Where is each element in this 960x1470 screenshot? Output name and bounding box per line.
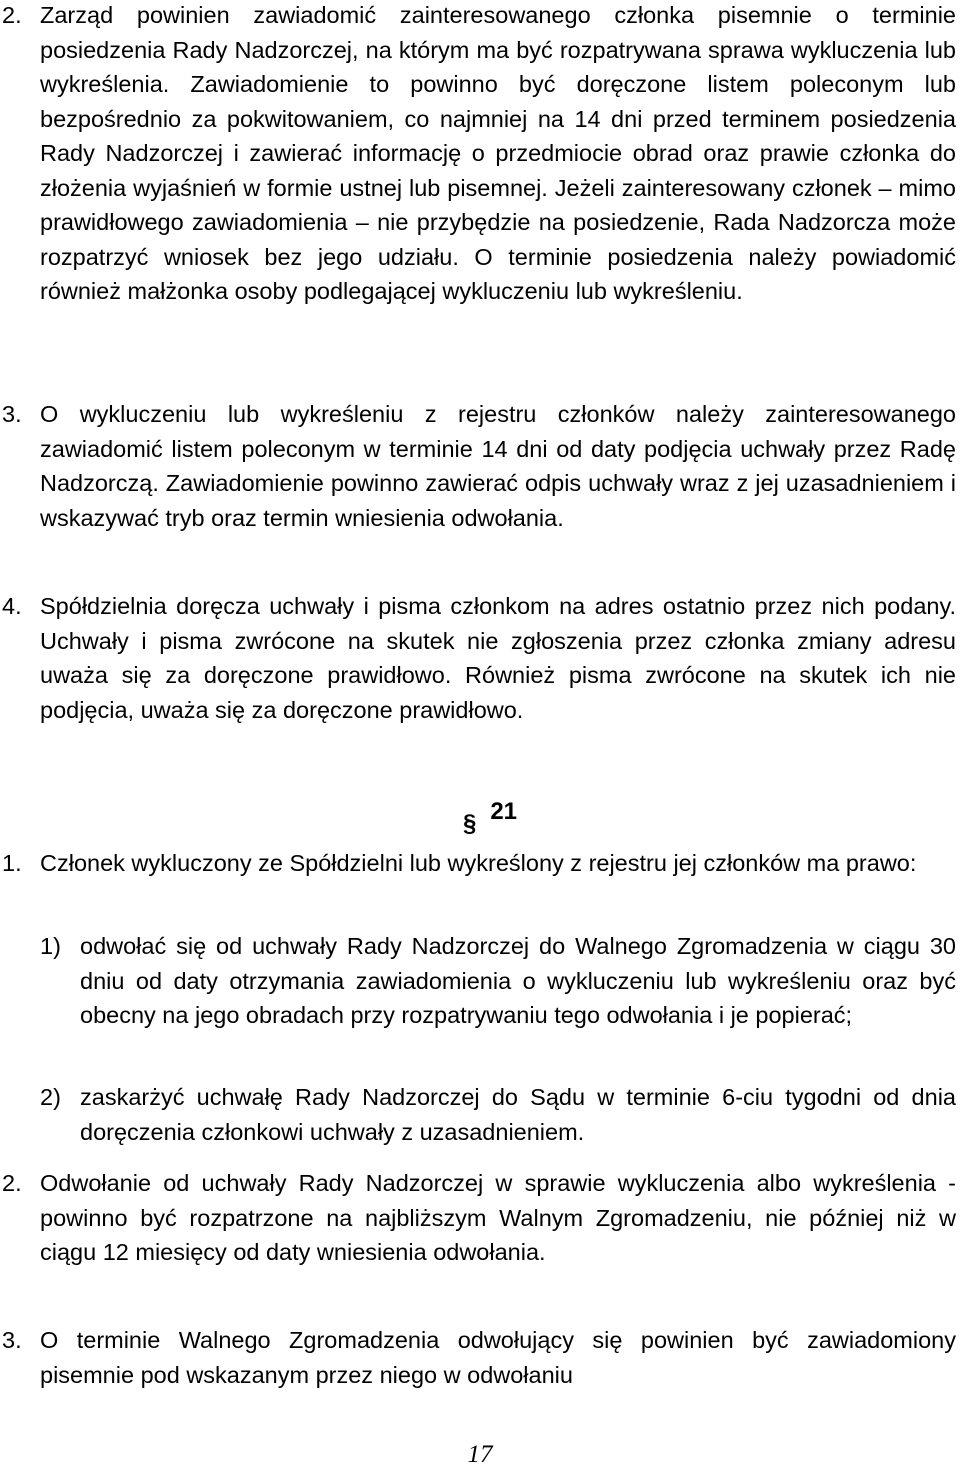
- subitem-text: odwołać się od uchwały Rady Nadzorczej do Walnego Zgromadzenia w ciągu 30 dniu od daty otrzymania zawiadomienia o wykluczeniu lub wykreśleniu oraz być obecny na jego obradach przy rozpatrywaniu tego odwołania i je popierać;: [80, 933, 956, 1028]
- item-number: 2.: [2, 1170, 22, 1196]
- list-item: [0, 397, 956, 535]
- sub-list-item: [0, 1080, 956, 1149]
- item-text: O wykluczeniu lub wykreśleniu z rejestru członków należy zainteresowanego zawiadomić listem poleconym w terminie 14 dni od daty podjęcia uchwały przez Radę Nadzorczą. Zawiadomienie powinno zawierać odpis uchwały wraz z jej uzasadnieniem i wskazywać tryb oraz termin wniesienia odwołania.: [40, 401, 956, 531]
- item-text: Zarząd powinien zawiadomić zainteresowanego członka pisemnie o terminie posiedzenia Rady Nadzorczej, na którym ma być rozpatrywana sprawa wykluczenia lub wykreślenia. Zawiadomienie to powinno być doręczone listem poleconym lub bezpośrednio za pokwitowaniem, co najmniej na 14 dni przed terminem posiedzenia Rady Nadzorczej i zawierać informację o przedmiocie obrad oraz prawie członka do złożenia wyjaśnień w formie ustnej lub pisemnej. Jeżeli zainteresowany członek – mimo prawidłowego zawiadomienia – nie przybędzie na posiedzenie, Rada Nadzorcza może rozpatrzyć wniosek bez jego udziału. O terminie posiedzenia należy powiadomić również małżonka osoby podlegającej wykluczeniu lub wykreśleniu.: [40, 2, 956, 304]
- subitem-number: 1): [40, 933, 61, 959]
- item-number: 4.: [2, 593, 22, 619]
- paragraph-sign: §: [462, 810, 477, 837]
- item-text: O terminie Walnego Zgromadzenia odwołujący się powinien być zawiadomiony pisemnie pod wskazanym przez niego w odwołaniu: [40, 1327, 956, 1388]
- subitem-number: 2): [40, 1084, 61, 1110]
- item-text: Członek wykluczony ze Spółdzielni lub wykreślony z rejestru jej członków ma prawo:: [40, 850, 917, 876]
- subitem-text: zaskarżyć uchwałę Rady Nadzorczej do Sądu w terminie 6-ciu tygodni od dnia doręczenia członkowi uchwały z uzasadnieniem.: [80, 1084, 956, 1145]
- list-item: [0, 846, 956, 881]
- list-item: [0, 1323, 956, 1392]
- page-number: 17: [467, 1441, 493, 1468]
- item-number: 2.: [2, 2, 22, 28]
- item-text: Odwołanie od uchwały Rady Nadzorczej w sprawie wykluczenia albo wykreślenia - powinno być rozpatrzone na najbliższym Walnym Zgromadzeniu, nie później niż w ciągu 12 miesięcy od daty wniesienia odwołania.: [40, 1170, 956, 1265]
- item-text: Spółdzielnia doręcza uchwały i pisma członkom na adres ostatnio przez nich podany. Uchwały i pisma zwrócone na skutek nie zgłoszenia przez członka zmiany adresu uważa się za doręczone prawidłowo. Również pisma zwrócone na skutek ich nie podjęcia, uważa się za doręczone prawidłowo.: [40, 593, 956, 723]
- item-number: 3.: [2, 401, 22, 427]
- sub-list-item: [0, 929, 956, 1033]
- section-number: 21: [490, 798, 518, 825]
- section-heading: [0, 795, 960, 841]
- item-number: 1.: [2, 850, 22, 876]
- item-number: 3.: [2, 1327, 22, 1353]
- list-item: [0, 0, 956, 309]
- list-item: [0, 1166, 956, 1270]
- list-item: [0, 589, 956, 727]
